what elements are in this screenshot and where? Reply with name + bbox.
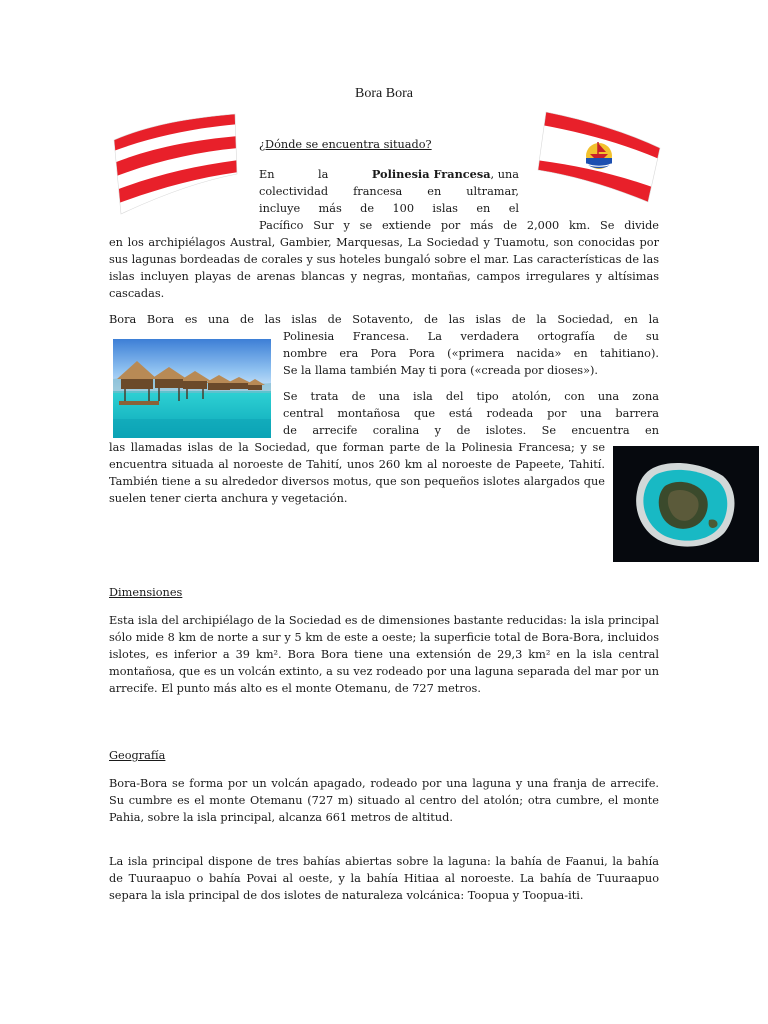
page-title: Bora Bora bbox=[355, 86, 413, 101]
geography-paragraph-2: La isla principal dispone de tres bahías abiertas sobre la laguna: la bahía de Faanui, la bahía de Tuuraapuo o bahía Povai al oeste, y la bahía Hitiaa al noroeste. La bahía de Tuuraapuo separa la isla principal de dos islotes de naturaleza volcánica: Toopua y Toopua-iti. bbox=[109, 855, 659, 903]
dimensions-heading: Dimensiones bbox=[109, 586, 183, 599]
overwater-bungalows-photo bbox=[113, 339, 271, 438]
geography-paragraph-1: Bora-Bora se forma por un volcán apagado, rodeado por una laguna y una franja de arrecife. Su cumbre es el monte Otemanu (727 m) situado al centro del atolón; otra cumbre, el monte Pahia, sobre la isla principal, alcanza 661 metros de altitud. bbox=[109, 777, 659, 825]
intro-line-7: de arrecife coralina y de islotes. Se encuentra en bbox=[283, 424, 659, 437]
intro-line-4: Se la llama también May ti pora («creada por dioses»). bbox=[283, 364, 599, 377]
intro-line-3: nombre era Pora Pora («primera nacida» en tahitiano). bbox=[283, 347, 659, 360]
location-line-1-la: la bbox=[318, 168, 329, 181]
polinesia-francesa-bold: Polinesia Francesa bbox=[371, 167, 491, 181]
intro-paragraph: las llamadas islas de la Sociedad, que forman parte de la Polinesia Francesa; y se encuentra situada al noroeste de Tahití, unos 260 km al noroeste de Papeete, Tahití. También tiene a su alrededor diversos motus, que son pequeños islotes alargados que suelen tener cierta anchura y vegetación. bbox=[109, 441, 605, 506]
dimensions-paragraph: Esta isla del archipiélago de la Sociedad es de dimensiones bastante reducidas: la isla principal sólo mide 8 km de norte a sur y 5 km de este a oeste; la superficie total de Bora-Bora, incluidos islotes, es inferior a 39 km². Bora Bora tiene una extensión de 29,3 km² en la isla central montañosa, que es un volcán extinto, a su vez rodeado por una laguna separada del mar por un arrecife. El punto más alto es el monte Otemanu, de 727 metros. bbox=[109, 614, 659, 696]
location-line-1-en: En bbox=[259, 168, 275, 181]
intro-line-2: Polinesia Francesa. La verdadera ortografía de su bbox=[283, 330, 659, 343]
french-polynesia-flag bbox=[536, 108, 662, 204]
location-paragraph: en los archipiélagos Austral, Gambier, Marquesas, La Sociedad y Tuamotu, son conocidas por sus lagunas bordeadas de corales y sus hoteles bungaló sobre el mar. Las características de las islas incluyen playas de arenas blancas y negras, montañas, campos irregulares y altísimas cascadas. bbox=[109, 236, 659, 301]
intro-line-1: Bora Bora es una de las islas de Sotavento, de las islas de la Sociedad, en la bbox=[109, 313, 659, 326]
location-heading: ¿Dónde se encuentra situado? bbox=[259, 138, 432, 151]
geography-heading: Geografía bbox=[109, 749, 166, 762]
intro-line-5: Se trata de una isla del tipo atolón, con una zona bbox=[283, 390, 659, 403]
location-line-1-tail: , una bbox=[490, 168, 519, 181]
location-line-3: incluye más de 100 islas en el bbox=[259, 202, 519, 215]
intro-line-6: central montañosa que está rodeada por una barrera bbox=[283, 407, 659, 420]
location-line-4: Pacífico Sur y se extiende por más de 2,000 km. Se divide bbox=[259, 219, 659, 232]
location-line-1 bbox=[259, 166, 519, 183]
french-polynesia-stripes-flag bbox=[111, 112, 239, 216]
bora-bora-satellite-photo bbox=[613, 446, 759, 562]
location-line-2: colectividad francesa en ultramar, bbox=[259, 185, 519, 198]
